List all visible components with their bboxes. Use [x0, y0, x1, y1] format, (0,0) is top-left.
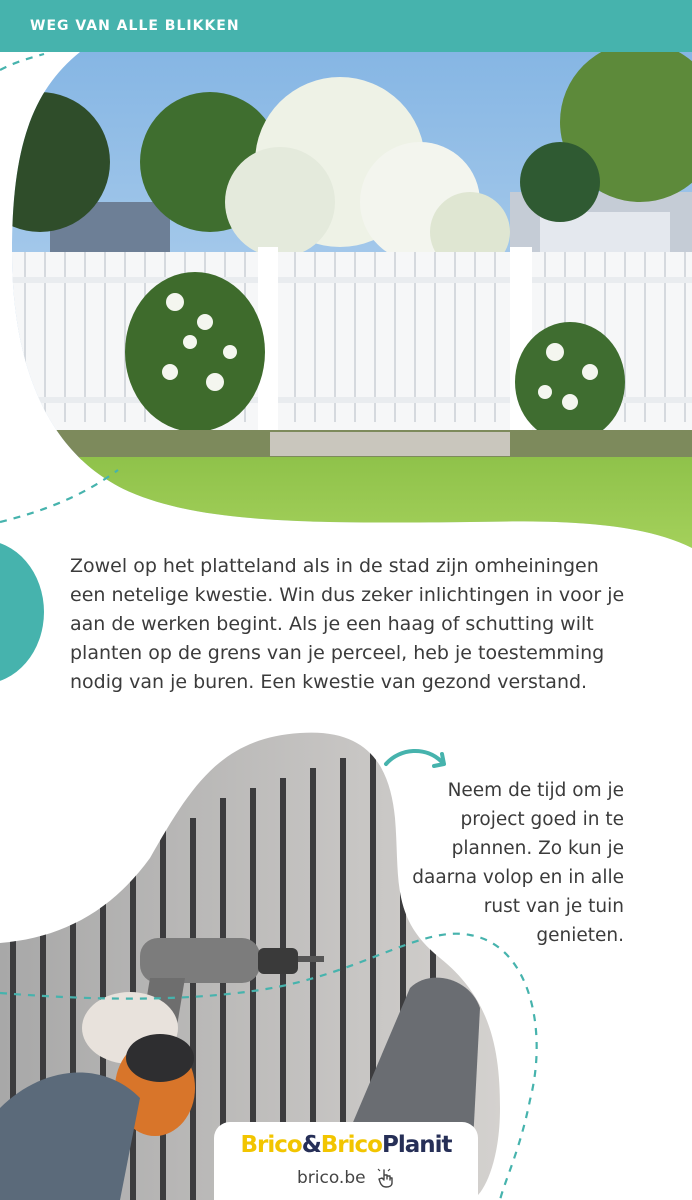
tip-paragraph: Neem de tijd om je project goed in te plannen. Zo kun je daarna volop en in alle rust van je tuin genieten. [412, 780, 624, 946]
pointer-hand-icon [377, 1168, 395, 1188]
website-url[interactable]: brico.be [296, 1168, 366, 1188]
curved-arrow-icon [382, 744, 450, 780]
header-bar [0, 0, 692, 52]
header-title: WEG VAN ALLE BLIKKEN [30, 18, 240, 34]
garden-fence-photo [0, 52, 692, 572]
intro-paragraph: Zowel op het platteland als in de stad zijn omheiningen een netelige kwestie. Win dus zeker inlichtingen in voor je aan de werken begint. Als je een haag of schutting wilt planten op de grens van je perceel, heb je toestemming nodig van je buren. Een kwestie van gezond verstand. [70, 555, 625, 693]
website-link[interactable] [214, 1168, 478, 1188]
brand-logo[interactable]: Brico&BricoPlanit [240, 1132, 452, 1158]
brand-card [214, 1122, 478, 1200]
